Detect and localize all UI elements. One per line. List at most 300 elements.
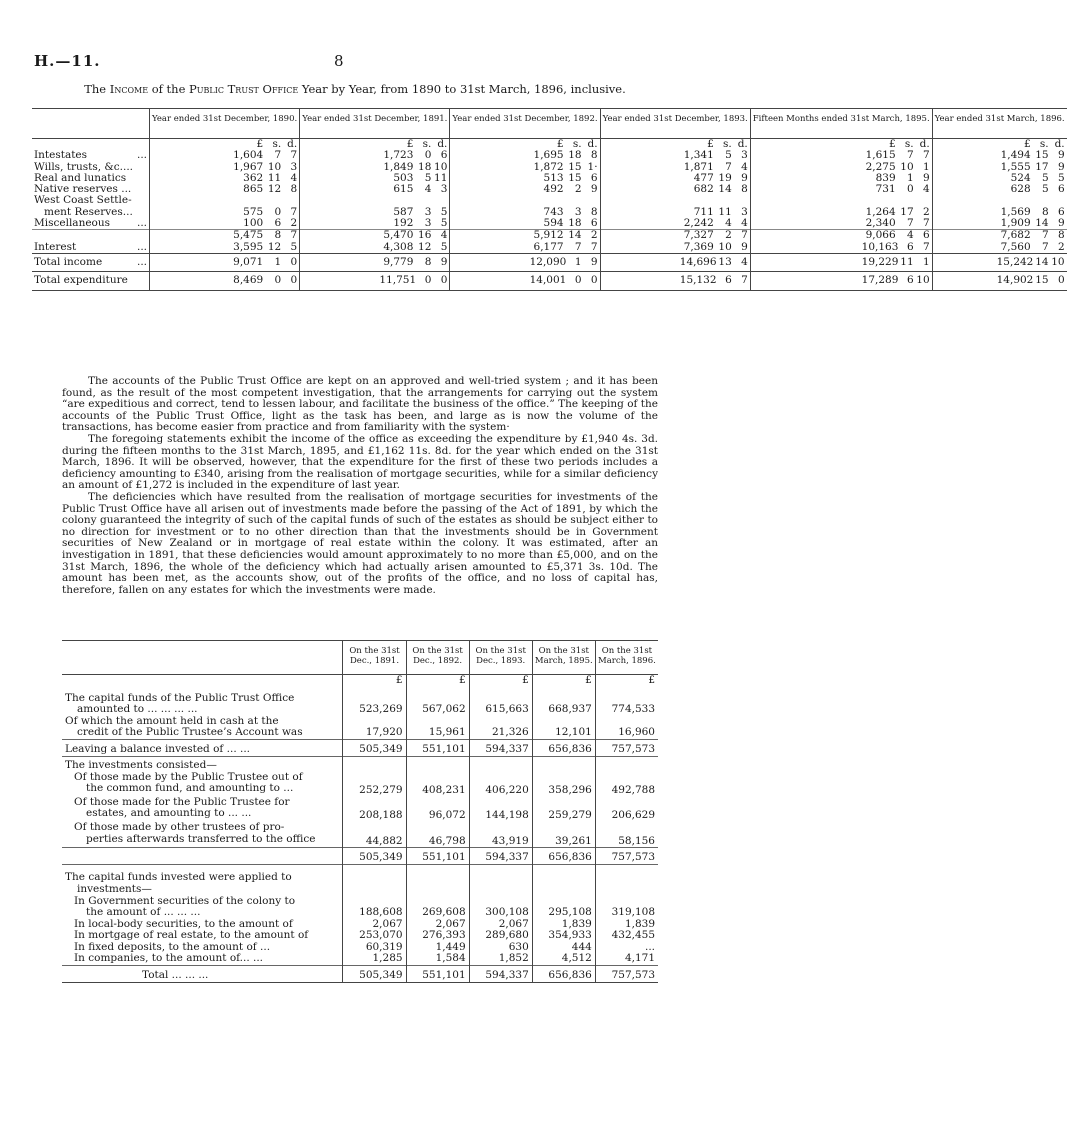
amount-cell <box>932 218 1066 230</box>
shillings: 5 <box>1041 183 1049 196</box>
amount <box>229 162 297 173</box>
shillings: 11 <box>718 205 732 218</box>
pence: 8 <box>741 183 748 196</box>
pence: 3 <box>290 160 298 173</box>
pence: 5 <box>440 205 448 218</box>
amount-cell: 523,269 <box>343 693 406 716</box>
row-label-line: credit of the Public Trustee’s Account was <box>77 726 303 739</box>
amount-cell <box>150 230 300 242</box>
amount-cell <box>932 184 1066 195</box>
amount-cell <box>150 242 300 254</box>
amount-cell: 492,788 <box>595 772 658 797</box>
shillings-unit: s. <box>904 138 914 150</box>
shillings: 0 <box>906 183 914 196</box>
amount-cell: 12,101 <box>532 716 595 740</box>
pence: 2 <box>290 217 298 230</box>
pounds: 12,090 <box>529 255 567 268</box>
amount-cell: ... <box>595 942 658 954</box>
amount-cell <box>469 864 532 872</box>
capital-row <box>62 693 658 716</box>
shillings: 19 <box>718 171 732 184</box>
shillings: 4 <box>424 183 432 196</box>
interest-row <box>32 242 1067 254</box>
amount-cell <box>595 864 658 872</box>
amount-cell: 757,573 <box>595 966 658 983</box>
amount-cell <box>600 272 750 290</box>
pence: 7 <box>741 229 748 242</box>
investments-total-row <box>62 848 658 865</box>
amount-cell: 1,584 <box>406 953 469 965</box>
pence: 9 <box>440 255 448 268</box>
row-label-line: the amount of ... ... ... <box>86 906 201 919</box>
pounds: 7,327 <box>683 229 714 242</box>
row-label: West Coast Settle- <box>34 194 132 207</box>
pence: 8 <box>290 183 298 196</box>
paragraph: The accounts of the Public Trust Office are kept on an approved and well-tried system ; and it has been found, as the result of the most competent investigation, that the arrangements for carrying out the system “are expeditious and correct, tend to lessen labour, and facilitate the business of the office.” The keeping of the accounts of the Public Trust Office, light as the task has been, and large as is now the volume of the transactions, has become easier from practice and from familiarity with the system· <box>62 375 658 434</box>
amount-cell <box>343 872 406 895</box>
amount-cell: 208,188 <box>343 797 406 822</box>
shillings: 5 <box>725 149 732 162</box>
pence: 4 <box>741 217 748 230</box>
shillings: 4 <box>725 217 732 230</box>
shillings: 4 <box>906 229 914 242</box>
pounds: 628 <box>1010 183 1031 196</box>
row-dots <box>135 162 150 173</box>
pence: 8 <box>1057 229 1065 242</box>
amount <box>379 150 447 161</box>
pounds: 1,872 <box>533 160 564 173</box>
shillings: 14 <box>718 183 732 196</box>
amount-cell: 44,882 <box>343 822 406 848</box>
pence: 4 <box>741 160 748 173</box>
row-label-line: Of which the amount held in cash at the <box>65 714 279 727</box>
row-label: Real and lunatics <box>34 171 127 184</box>
amount-cell: 60,319 <box>343 942 406 954</box>
amount-cell <box>532 760 595 772</box>
amount-cell <box>300 184 450 195</box>
amount-cell: 406,220 <box>469 772 532 797</box>
row-dots: ... <box>135 253 150 271</box>
amount-cell: 276,393 <box>406 930 469 942</box>
shillings: 0 <box>574 274 582 287</box>
amount-cell <box>932 230 1066 242</box>
shillings: 6 <box>725 274 732 287</box>
amount-cell: 1,285 <box>343 953 406 965</box>
amount <box>229 150 297 161</box>
pounds: 711 <box>693 205 714 218</box>
pounds: 1,849 <box>383 160 414 173</box>
applied-row <box>62 953 658 965</box>
pounds: 1,555 <box>1000 160 1031 173</box>
amount <box>530 184 598 195</box>
amount-cell: 21,326 <box>469 716 532 740</box>
pounds: 513 <box>543 171 564 184</box>
shillings: 7 <box>274 149 282 162</box>
row-label-line: In Government securities of the colony to <box>74 894 296 907</box>
amount-cell <box>600 253 750 271</box>
amount <box>862 162 930 173</box>
shillings: 0 <box>424 274 432 287</box>
amount-cell <box>150 184 300 195</box>
amount <box>997 230 1065 241</box>
amount-cell <box>532 864 595 872</box>
amount <box>862 257 930 268</box>
pounds: 8,469 <box>233 274 264 287</box>
row-dots: ... <box>137 217 148 230</box>
row-label: ment Reserves... <box>44 205 133 218</box>
amount <box>862 150 930 161</box>
unit-row <box>62 675 658 693</box>
shillings: 5 <box>1041 171 1049 184</box>
dots-column-header <box>135 109 150 139</box>
applied-row <box>62 896 658 919</box>
amount <box>997 184 1065 195</box>
shillings: 15 <box>1035 274 1049 287</box>
amount <box>680 150 748 161</box>
amount-cell: 289,680 <box>469 930 532 942</box>
amount-cell <box>532 872 595 895</box>
pence: 7 <box>741 274 748 287</box>
column-header: On the 31st Dec., 1893. <box>469 641 532 675</box>
amount-cell <box>750 242 932 254</box>
shillings: 1 <box>274 255 282 268</box>
column-header: On the 31st Dec., 1891. <box>343 641 406 675</box>
amount-cell: 269,608 <box>406 896 469 919</box>
investment-row <box>62 822 658 848</box>
amount-cell <box>595 872 658 895</box>
pounds-unit: £ <box>888 138 896 150</box>
amount-cell: £ <box>595 675 658 693</box>
amount <box>862 218 930 229</box>
shillings-unit: s. <box>422 138 432 150</box>
row-label: Native reserves ... <box>34 183 132 196</box>
amount <box>680 230 748 241</box>
amount-cell: 615,663 <box>469 693 532 716</box>
capital-funds-table <box>62 640 658 983</box>
pounds: 2,242 <box>683 217 714 230</box>
row-label-line: Of those made for the Public Trustee for <box>74 795 290 808</box>
amount-cell: 551,101 <box>406 739 469 756</box>
shillings: 7 <box>1041 240 1049 253</box>
amount-cell <box>750 253 932 271</box>
amount-cell: 358,296 <box>532 772 595 797</box>
pounds: 839 <box>875 171 896 184</box>
amount <box>379 218 447 229</box>
amount-cell: 1,839 <box>595 919 658 931</box>
column-header: Year ended 31st December, 1891. <box>300 109 450 139</box>
shillings: 8 <box>424 255 432 268</box>
shillings: 8 <box>274 229 282 242</box>
pounds: 9,071 <box>233 255 264 268</box>
pounds: 192 <box>393 217 414 230</box>
pence: 6 <box>1057 205 1065 218</box>
row-label-line: In mortgage of real estate, to the amount of <box>74 929 309 942</box>
balance-row <box>62 739 658 756</box>
pence-unit: d. <box>437 138 448 150</box>
cash-row <box>62 716 658 740</box>
amount-cell: 253,070 <box>343 930 406 942</box>
table-row <box>32 184 1067 195</box>
shillings: 18 <box>568 149 582 162</box>
pounds: 4,308 <box>383 240 414 253</box>
amount-cell: 757,573 <box>595 739 658 756</box>
pence: 4 <box>290 171 298 184</box>
pence: 4 <box>922 183 930 196</box>
row-label <box>62 953 343 965</box>
amount-cell: £ <box>469 675 532 693</box>
amount-cell: 188,608 <box>343 896 406 919</box>
row-label <box>62 772 343 797</box>
total-income-row <box>32 253 1067 271</box>
shillings: 12 <box>267 240 282 253</box>
shillings-unit: s. <box>272 138 282 150</box>
pounds: 575 <box>243 205 264 218</box>
shillings-unit: s. <box>1039 138 1049 150</box>
row-label <box>62 797 343 822</box>
pounds: 9,779 <box>383 255 414 268</box>
pence-unit: d. <box>737 138 748 150</box>
pence: 7 <box>922 217 930 230</box>
pounds: 7,369 <box>683 240 714 253</box>
shillings: 0 <box>424 149 432 162</box>
amount <box>229 207 297 218</box>
row-label <box>62 675 343 693</box>
amount <box>862 184 930 195</box>
shillings: 14 <box>1035 255 1049 268</box>
amount-cell: 757,573 <box>595 848 658 865</box>
pounds: 14,001 <box>529 274 567 287</box>
amount-cell: 1,852 <box>469 953 532 965</box>
row-label <box>62 848 343 865</box>
amount-cell <box>406 872 469 895</box>
row-label: Total expenditure <box>32 272 150 290</box>
pounds: 7,560 <box>1000 240 1031 253</box>
pounds: 1,871 <box>683 160 714 173</box>
amount <box>379 207 447 218</box>
amount-cell <box>406 760 469 772</box>
shillings: 1 <box>906 171 914 184</box>
pounds-unit: £ <box>1023 138 1031 150</box>
pence: 9 <box>922 171 930 184</box>
amount-cell: 4,171 <box>595 953 658 965</box>
amount-cell: 432,455 <box>595 930 658 942</box>
pence: 9 <box>1057 217 1065 230</box>
shillings: 6 <box>906 240 914 253</box>
shillings: 11 <box>900 255 914 268</box>
pounds: 1,695 <box>533 149 564 162</box>
pounds: 615 <box>393 183 414 196</box>
row-label <box>62 896 343 919</box>
pence: 6 <box>1057 183 1065 196</box>
row-label-line: Of those made by other trustees of pro- <box>74 821 285 834</box>
pence: 5 <box>440 217 448 230</box>
pounds: 1,604 <box>233 149 264 162</box>
table-row <box>32 150 1067 161</box>
pounds: 594 <box>543 217 564 230</box>
amount-cell: 408,231 <box>406 772 469 797</box>
column-header: Fifteen Months ended 31st March, 1895. <box>750 109 932 139</box>
amount <box>229 218 297 229</box>
row-label <box>62 716 343 740</box>
amount-cell <box>450 218 600 230</box>
amount <box>379 242 447 253</box>
amount <box>379 184 447 195</box>
amount-cell <box>750 173 932 184</box>
amount <box>862 242 930 253</box>
amount-cell <box>300 272 450 290</box>
amount-cell <box>450 242 600 254</box>
pounds-unit: £ <box>256 138 264 150</box>
amount-cell <box>450 184 600 195</box>
amount <box>997 275 1065 286</box>
amount-cell <box>932 272 1066 290</box>
amount-cell <box>469 872 532 895</box>
pence: 10 <box>1051 255 1065 268</box>
pence: 0 <box>290 255 298 268</box>
amount-cell: 551,101 <box>406 848 469 865</box>
pounds: 492 <box>543 183 564 196</box>
amount-cell: 206,629 <box>595 797 658 822</box>
pence: 2 <box>590 229 598 242</box>
amount-cell <box>932 253 1066 271</box>
row-label-line: the common fund, and amounting to ... <box>86 782 294 795</box>
row-label <box>62 872 343 895</box>
amount <box>680 257 748 268</box>
amount-cell <box>450 150 600 161</box>
shillings: 10 <box>900 160 914 173</box>
amount-cell: 2,067 <box>469 919 532 931</box>
shillings: 7 <box>574 240 582 253</box>
amount <box>229 184 297 195</box>
amount <box>530 257 598 268</box>
pence: 9 <box>590 183 598 196</box>
amount <box>997 218 1065 229</box>
pounds: 682 <box>693 183 714 196</box>
paragraph: The deficiencies which have resulted from the realisation of mortgage securities for investments of the Public Trust Office have all arisen out of investments made before the passing of the Act of 1891, by which the colony guaranteed the integrity of such of the capital funds of such of the estates as should be subject either to no direction for investment or to no other direction than that the investments should be in Government securities of New Zealand or in mortgage of real estate within the colony. It was estimated, after an investigation in 1891, that these deficiencies would amount approximately to no more than £5,000, and on the 31st March, 1896, the whole of the deficiency which had actually arisen amounted to £5,371 3s. 10d. The amount has been met, as the accounts show, out of the profits of the office, and no loss of capital has, therefore, fallen on any estates for which the investments were made. <box>62 490 658 596</box>
pounds-unit: £ <box>406 138 414 150</box>
amount-cell <box>600 184 750 195</box>
pounds: 10,163 <box>861 240 899 253</box>
amount-cell: 17,920 <box>343 716 406 740</box>
pounds: 19,229 <box>861 255 899 268</box>
pounds: 11,751 <box>379 274 417 287</box>
amount-cell: 39,261 <box>532 822 595 848</box>
applied-heading-row <box>62 872 658 895</box>
shillings: 10 <box>267 160 282 173</box>
amount-cell: 1,449 <box>406 942 469 954</box>
row-label-line: amounted to ... ... ... ... <box>77 703 198 716</box>
row-label-line: perties afterwards transferred to the office <box>86 832 316 845</box>
amount-cell: £ <box>532 675 595 693</box>
pence: 7 <box>922 149 930 162</box>
row-label-line: In fixed deposits, to the amount of ... <box>74 940 271 953</box>
row-dots <box>135 173 150 184</box>
amount-cell: 594,337 <box>469 739 532 756</box>
amount-cell: 774,533 <box>595 693 658 716</box>
pounds: 100 <box>243 217 264 230</box>
pence: 9 <box>1057 160 1065 173</box>
pence: 11 <box>434 171 448 184</box>
amount-cell: 505,349 <box>343 848 406 865</box>
amount <box>530 150 598 161</box>
amount-cell <box>343 760 406 772</box>
pence: 7 <box>290 229 298 242</box>
amount-cell <box>600 218 750 230</box>
amount <box>379 173 447 184</box>
shillings-unit: s. <box>572 138 582 150</box>
amount-cell <box>750 272 932 290</box>
pounds: 3,595 <box>233 240 264 253</box>
shillings: 6 <box>274 217 282 230</box>
pounds: 1,341 <box>683 149 714 162</box>
shillings: 10 <box>718 240 732 253</box>
amount <box>862 173 930 184</box>
pounds: 1,264 <box>865 205 896 218</box>
amount-cell <box>595 760 658 772</box>
amount <box>379 230 447 241</box>
pounds: 743 <box>543 205 564 218</box>
unit-cell <box>750 139 932 151</box>
row-label-line: In companies, to the amount of... ... <box>74 952 264 965</box>
amount-cell <box>300 253 450 271</box>
column-header: On the 31st March, 1895. <box>532 641 595 675</box>
pounds: 587 <box>393 205 414 218</box>
amount-cell <box>750 150 932 161</box>
pence-unit: d. <box>919 138 930 150</box>
shillings: 6 <box>906 274 914 287</box>
amount-cell: 319,108 <box>595 896 658 919</box>
amount <box>379 257 447 268</box>
pounds: 5,912 <box>533 229 564 242</box>
column-header: On the 31st March, 1896. <box>595 641 658 675</box>
amount <box>530 230 598 241</box>
pence: 4 <box>440 229 448 242</box>
pounds-unit: £ <box>707 138 714 150</box>
pence: 6 <box>590 217 598 230</box>
amount-cell <box>450 272 600 290</box>
pence: 0 <box>290 274 298 287</box>
shillings: 15 <box>568 171 582 184</box>
shillings-unit: s. <box>723 138 732 150</box>
amount <box>530 242 598 253</box>
shillings: 16 <box>418 229 432 242</box>
row-label: Interest <box>34 240 77 253</box>
row-label-line: The investments consisted— <box>65 759 217 772</box>
amount <box>680 173 748 184</box>
shillings: 15 <box>1035 149 1049 162</box>
shillings: 7 <box>725 160 732 173</box>
pounds: 1,723 <box>383 149 414 162</box>
blank <box>32 230 135 242</box>
label-column-header <box>62 641 343 675</box>
investment-row <box>62 797 658 822</box>
shillings: 17 <box>900 205 914 218</box>
pounds: 14,902 <box>996 274 1034 287</box>
amount-cell: 656,836 <box>532 966 595 983</box>
pence: 0 <box>590 274 598 287</box>
row-label-line: Leaving a balance invested of ... ... <box>65 742 251 755</box>
shillings: 18 <box>568 217 582 230</box>
shillings: 8 <box>1041 205 1049 218</box>
amount-cell <box>150 253 300 271</box>
pounds: 1,909 <box>1000 217 1031 230</box>
pounds: 865 <box>243 183 264 196</box>
amount-cell: 15,961 <box>406 716 469 740</box>
amount-cell <box>150 272 300 290</box>
pence: 10 <box>916 274 930 287</box>
amount <box>229 230 297 241</box>
amount-cell: 551,101 <box>406 966 469 983</box>
